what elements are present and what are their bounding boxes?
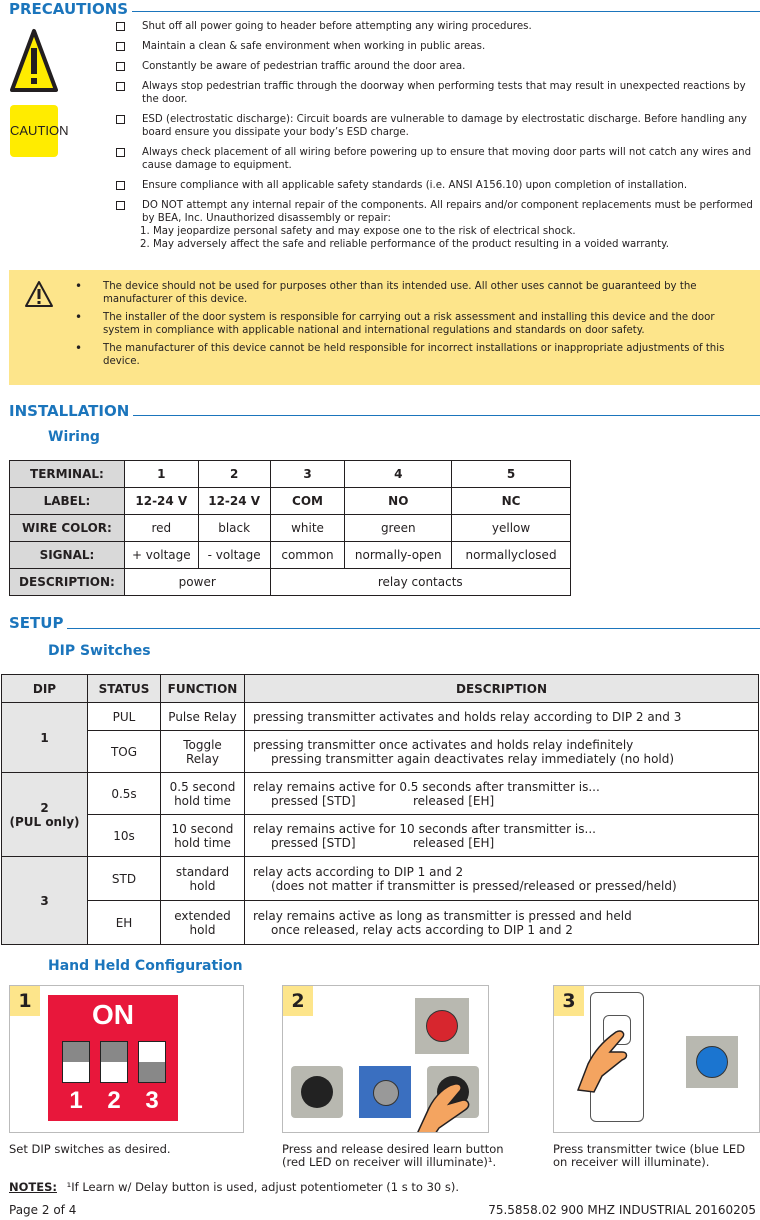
precaution-item: Maintain a clean & safe environment when working in public areas. — [116, 40, 758, 53]
red-led-icon — [426, 1010, 458, 1042]
notes-label: NOTES: — [9, 1180, 57, 1194]
table-row: LABEL: 12-24 V 12-24 V COM NO NC — [10, 488, 571, 515]
precaution-sub-item: 2. May adversely affect the safe and reliable performance of the product resulting in a voided warranty. — [140, 239, 669, 250]
dip-number: 1 — [69, 1087, 83, 1114]
step-number: 1 — [10, 986, 40, 1016]
step-1-panel — [9, 985, 244, 1133]
checkbox-bullet-icon — [116, 201, 125, 210]
step-3-caption: Press transmitter twice (blue LED on receiver will illuminate). — [553, 1142, 746, 1169]
warning-band — [9, 270, 760, 385]
table-row: TERMINAL: 1 2 3 4 5 — [10, 461, 571, 488]
precaution-item: Constantly be aware of pedestrian traffic around the door area. — [116, 60, 758, 73]
document-code: 75.5858.02 900 MHZ INDUSTRIAL 20160205 — [488, 1203, 756, 1217]
dip-switch-1 — [62, 1041, 90, 1083]
precaution-item: Always check placement of all wiring before powering up to ensure that moving door parts will not catch any wires and cause damage to equipment. — [116, 146, 758, 172]
step-3-panel — [553, 985, 760, 1133]
dip-table — [1, 674, 759, 945]
precautions-title: PRECAUTIONS — [9, 0, 132, 18]
dip-switches-title: DIP Switches — [48, 643, 151, 659]
blue-led-icon — [696, 1046, 728, 1078]
pressing-finger-icon — [409, 1078, 479, 1133]
step-number: 3 — [554, 986, 584, 1016]
step-1-caption: Set DIP switches as desired. — [9, 1142, 171, 1156]
checkbox-bullet-icon — [116, 22, 125, 31]
table-row: DIP STATUS FUNCTION DESCRIPTION — [2, 675, 759, 703]
caution-label: CAUTION — [10, 105, 58, 157]
dip-switch-3 — [138, 1041, 166, 1083]
table-row: SIGNAL: + voltage - voltage common normally-open normallyclosed — [10, 542, 571, 569]
precautions-list — [116, 20, 758, 251]
table-row: 10s 10 second hold time relay remains active for 10 seconds after transmitter is... pressed [STD] released [EH] — [2, 815, 759, 857]
dip-number: 3 — [145, 1087, 159, 1114]
setup-rule — [9, 628, 760, 629]
step-2-panel — [282, 985, 489, 1133]
table-row: TOG Toggle Relay pressing transmitter once activates and holds relay indefinitely pressing transmitter again deactivates relay immediately (no hold) — [2, 731, 759, 773]
wiring-title: Wiring — [48, 429, 100, 445]
dip-switch-2 — [100, 1041, 128, 1083]
table-row: DESCRIPTION: power relay contacts — [10, 569, 571, 596]
checkbox-bullet-icon — [116, 148, 125, 157]
installation-title: INSTALLATION — [9, 402, 133, 420]
table-row: EH extended hold relay remains active as long as transmitter is pressed and held once released, relay acts according to DIP 1 and 2 — [2, 901, 759, 945]
precaution-item: ESD (electrostatic discharge): Circuit boards are vulnerable to damage by electrostatic discharge. Before handling any board ensure you dissipate your body’s ESD charge. — [116, 113, 758, 139]
red-led-plate — [415, 998, 469, 1054]
precaution-item: Ensure compliance with all applicable safety standards (i.e. ANSI A156.10) upon completion of installation. — [116, 179, 758, 192]
precaution-sub-item: 1. May jeopardize personal safety and may expose one to the risk of electrical shock. — [140, 226, 576, 237]
checkbox-bullet-icon — [116, 115, 125, 124]
hand-held-title: Hand Held Configuration — [48, 958, 243, 974]
bullet-icon: • — [75, 341, 83, 355]
setup-title: SETUP — [9, 614, 67, 632]
precaution-item: Always stop pedestrian traffic through the doorway when performing tests that may result in unexpected reactions by the door. — [116, 80, 758, 106]
blue-led-plate — [686, 1036, 738, 1088]
step-2-caption: Press and release desired learn button (red LED on receiver will illuminate)¹. — [282, 1142, 504, 1169]
checkbox-bullet-icon — [116, 62, 125, 71]
dip-number: 2 — [107, 1087, 121, 1114]
pressing-finger-icon — [572, 1026, 632, 1096]
bullet-icon: • — [75, 279, 83, 293]
wiring-table — [9, 460, 571, 596]
precaution-item: Shut off all power going to header before attempting any wiring procedures. — [116, 20, 758, 33]
dip-switch-block — [48, 995, 178, 1121]
table-row: 3 STD standard hold relay acts according to DIP 1 and 2 (does not matter if transmitter is pressed/released or pressed/held) — [2, 857, 759, 901]
warning-small-icon — [24, 280, 54, 308]
warning-triangle-icon — [10, 28, 58, 94]
warning-list — [75, 280, 725, 373]
potentiometer-icon[interactable] — [359, 1066, 411, 1118]
page-number: Page 2 of 4 — [9, 1203, 77, 1217]
table-row: 2 (PUL only) 0.5s 0.5 second hold time relay remains active for 0.5 seconds after transmitter is... pressed [STD] released [EH] — [2, 773, 759, 815]
checkbox-bullet-icon — [116, 42, 125, 51]
dip-on-label: ON — [92, 999, 134, 1030]
checkbox-bullet-icon — [116, 82, 125, 91]
warning-item: • The manufacturer of this device cannot be held responsible for incorrect installations or inappropriate adjustments of this device. — [75, 341, 725, 367]
notes-text: ¹If Learn w/ Delay button is used, adjust potentiometer (1 s to 30 s). — [66, 1180, 460, 1194]
table-row: 1 PUL Pulse Relay pressing transmitter activates and holds relay according to DIP 2 and 3 — [2, 703, 759, 731]
warning-item: • The installer of the door system is responsible for carrying out a risk assessment and installing this device and the door system in compliance with applicable national and international regulations and standards on door safety. — [75, 310, 715, 336]
notes — [9, 1180, 459, 1194]
bullet-icon: • — [75, 310, 83, 324]
table-row: WIRE COLOR: red black white green yellow — [10, 515, 571, 542]
learn-button-left[interactable] — [291, 1066, 343, 1118]
precaution-item: DO NOT attempt any internal repair of the components. All repairs and/or component replacements must be performed by BEA, Inc. Unauthorized disassembly or repair: — [116, 199, 758, 225]
warning-item: • The device should not be used for purposes other than its intended use. All other uses cannot be guaranteed by the manufacturer of this device. — [75, 279, 697, 305]
step-number: 2 — [283, 986, 313, 1016]
checkbox-bullet-icon — [116, 181, 125, 190]
